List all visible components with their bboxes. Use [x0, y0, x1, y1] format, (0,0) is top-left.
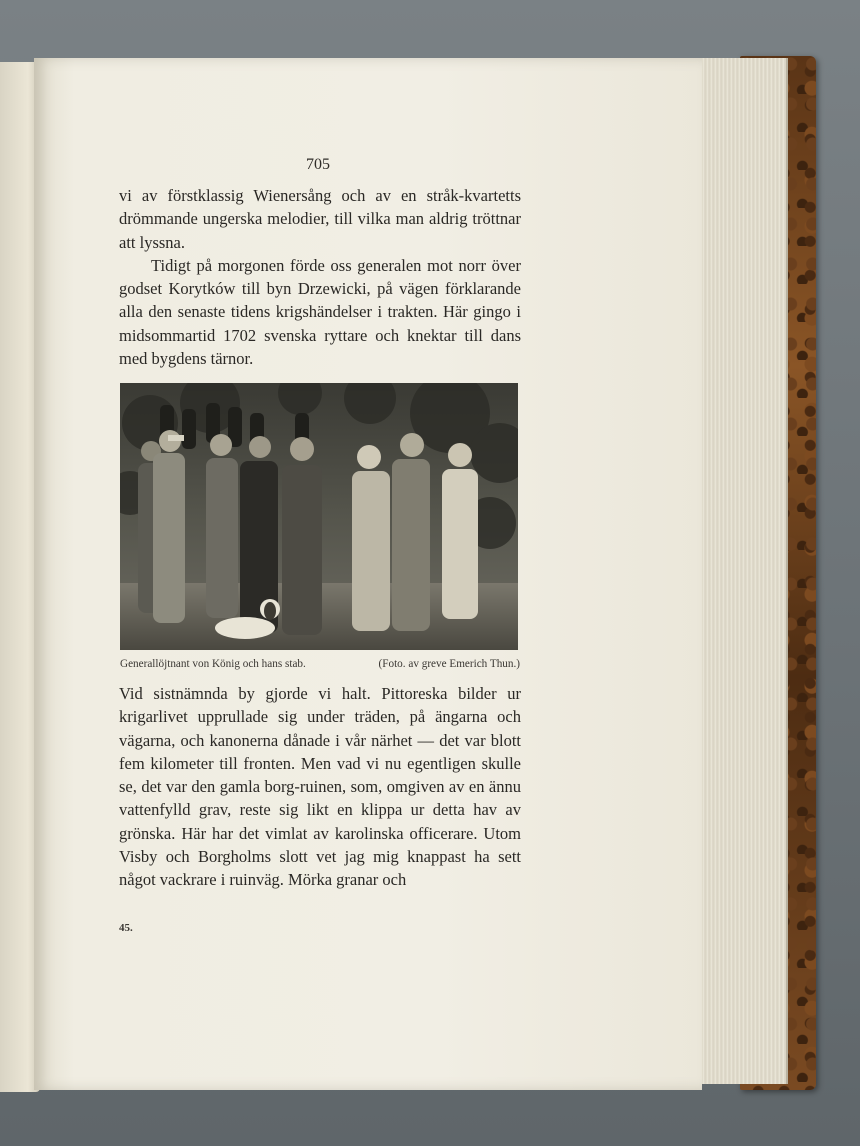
book-page [34, 58, 702, 1090]
page-stack-edges [698, 58, 788, 1084]
caption-credit: (Foto. av greve Emerich Thun.) [378, 658, 520, 670]
page-number: 705 [306, 156, 330, 173]
photo-caption [120, 658, 520, 670]
top-text-block [119, 184, 521, 370]
group-photograph [120, 383, 518, 650]
bottom-text-block [119, 682, 521, 892]
paragraph-3: Vid sistnämnda by gjorde vi halt. Pittoreska bilder ur krigarlivet upprullade sig under träden, på ängarna och vägarna, och kanonerna dånade i vår närhet — det var blott fem kilometer till fronten. Men vad vi nu egentligen skulle se, det var den gamla borg-ruinen, som, omgiven av en ännu vattenfylld grav, reste sig likt en klippa ur detta hav av grönska. Här har det vimlat av karolinska officerare. Utom Visby och Borgholms slott vet jag mig knappast ha sett något vackrare i ruinväg. Mörka granar och [119, 684, 521, 890]
paragraph-1: vi av förstklassig Wienersång och av en stråk-kvartetts drömmande ungerska melodier, till vilka man aldrig tröttnar att lyssna. [119, 186, 521, 252]
caption-subject: Generallöjtnant von König och hans stab. [120, 658, 306, 670]
signature-mark: 45. [119, 922, 133, 934]
photo-illustration [120, 383, 518, 650]
paragraph-2: Tidigt på morgonen förde oss generalen mot norr över godset Korytków till byn Drzewicki, på vägen förklarande alla den senaste tidens krigshändelser i trakten. Här gingo i midsommartid 1702 svenska ryttare och knektar till dans med bygdens tärnor. [119, 255, 521, 369]
